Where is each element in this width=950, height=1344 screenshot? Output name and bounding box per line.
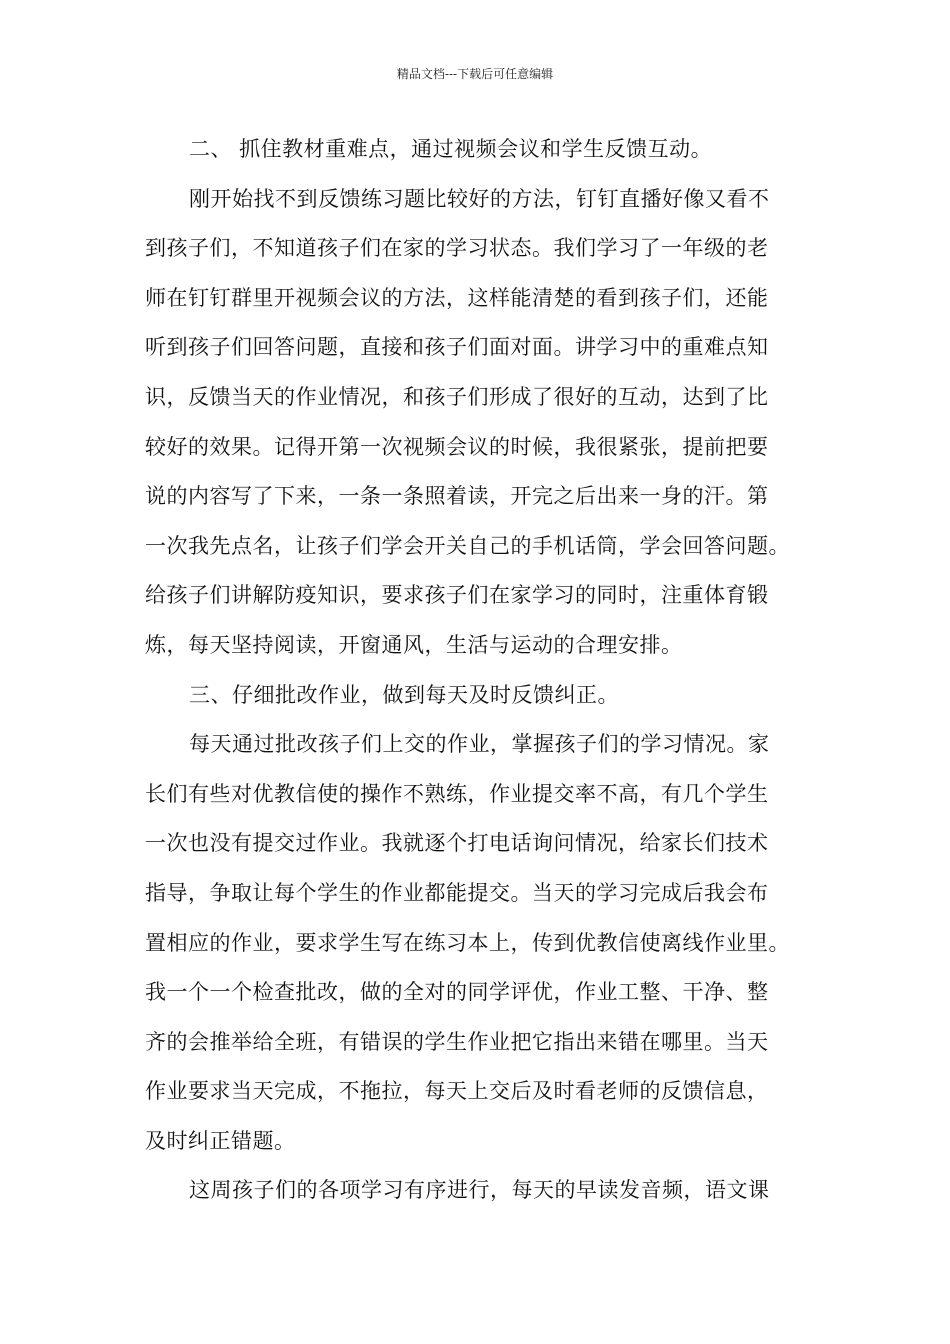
text-line: 置相应的作业，要求学生写在练习本上，传到优教信使离线作业里。 (145, 930, 790, 955)
text-line: 刚开始找不到反馈练习题比较好的方法，钉钉直播好像又看不 (189, 186, 770, 211)
page-header: 精品文档---下载后可任意编辑 (396, 67, 554, 81)
text-line: 我一个一个检查批改，做的全对的同学评优，作业工整、干净、整 (145, 980, 769, 1005)
text-line: 及时纠正错题。 (145, 1128, 296, 1153)
text-line: 听到孩子们回答问题，直接和孩子们面对面。讲学习中的重难点知 (145, 335, 769, 360)
text-line: 齐的会推举给全班，有错误的学生作业把它指出来错在哪里。当天 (145, 1029, 769, 1054)
text-line: 给孩子们讲解防疫知识，要求孩子们在家学习的同时，注重体育锻 (145, 583, 769, 608)
text-line: 指导，争取让每个学生的作业都能提交。当天的学习完成后我会布 (145, 880, 769, 905)
text-line: 说的内容写了下来，一条一条照着读，开完之后出来一身的汗。第 (145, 484, 769, 509)
text-line: 这周孩子们的各项学习有序进行，每天的早读发音频，语文课 (189, 1178, 770, 1203)
text-line: 识，反馈当天的作业情况，和孩子们形成了很好的互动，达到了比 (145, 384, 769, 409)
text-line: 一次也没有提交过作业。我就逐个打电话询问情况，给家长们技术 (145, 831, 769, 856)
text-line: 作业要求当天完成，不拖拉，每天上交后及时看老师的反馈信息， (145, 1079, 769, 1104)
text-line: 炼，每天坚持阅读，开窗通风，生活与运动的合理安排。 (145, 632, 683, 657)
text-line: 师在钉钉群里开视频会议的方法，这样能清楚的看到孩子们，还能 (145, 285, 769, 310)
text-line: 每天通过批改孩子们上交的作业，掌握孩子们的学习情况。家 (189, 732, 770, 757)
text-line: 较好的效果。记得开第一次视频会议的时候，我很紧张，提前把要 (145, 434, 769, 459)
text-line: 长们有些对优教信使的操作不熟练，作业提交率不高，有几个学生 (145, 781, 769, 806)
section-heading: 二、 抓住教材重难点，通过视频会议和学生反馈互动。 (189, 137, 713, 161)
text-line: 到孩子们，不知道孩子们在家的学习状态。我们学习了一年级的老 (145, 236, 769, 261)
document-body (145, 125, 825, 1216)
section-heading: 三、仔细批改作业，做到每天及时反馈纠正。 (189, 682, 619, 707)
text-line: 一次我先点名，让孩子们学会开关自己的手机话筒，学会回答问题。 (145, 533, 790, 558)
